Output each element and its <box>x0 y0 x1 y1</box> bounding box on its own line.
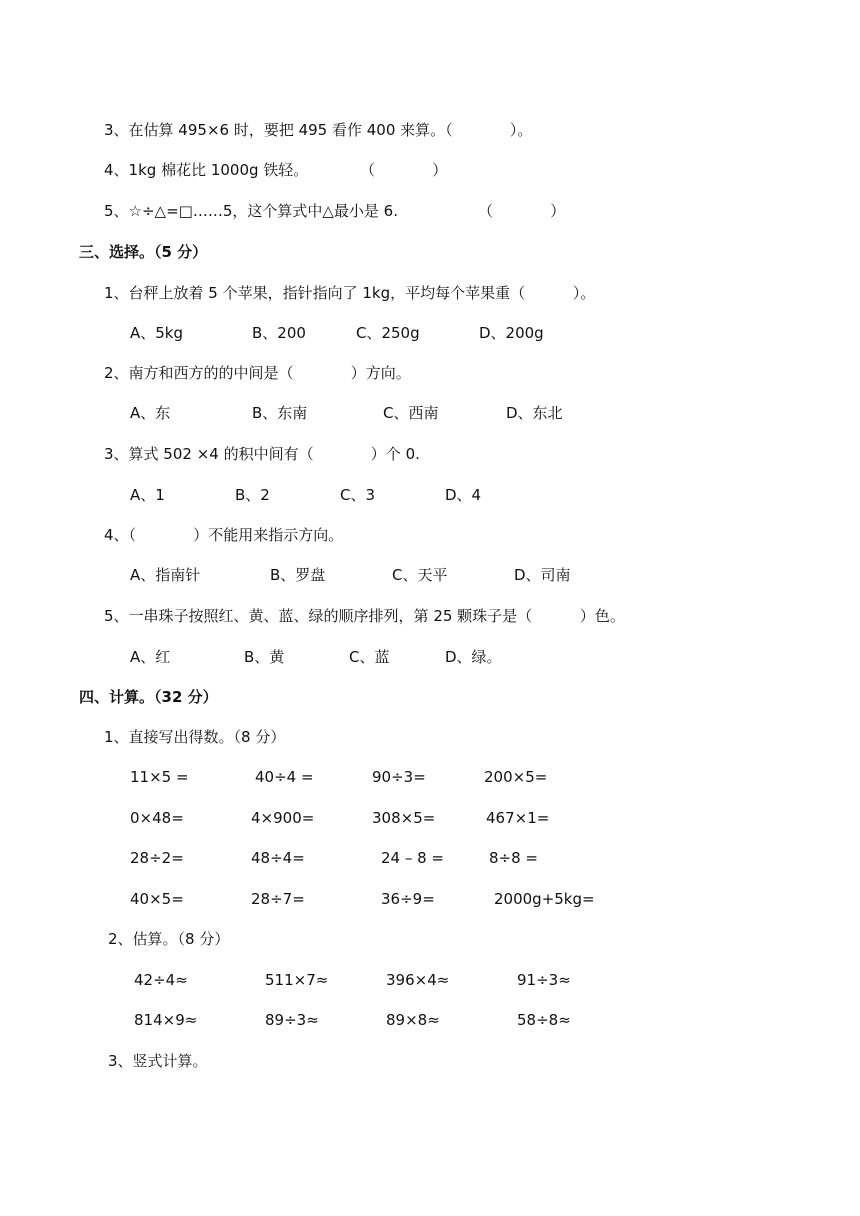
estimate-item: 89×8≈ <box>386 1011 440 1029</box>
choice-option: D、绿。 <box>445 648 502 666</box>
direct-calc-item: 0×48= <box>130 809 184 827</box>
choice-option: D、司南 <box>514 566 571 584</box>
direct-calc-item: 24 – 8 = <box>381 849 445 867</box>
direct-calc-item: 36÷9= <box>381 890 435 908</box>
estimate-title: 2、估算。（8 分） <box>108 930 230 948</box>
direct-calc-item: 11×5 = <box>130 768 189 786</box>
choice-option: B、东南 <box>252 404 308 422</box>
choice-option: B、2 <box>235 486 270 504</box>
choice-option: A、指南针 <box>130 566 201 584</box>
judge-item-5-answer-blank: （ ） <box>478 202 566 220</box>
estimate-item: 89÷3≈ <box>265 1011 319 1029</box>
choice-option: C、250g <box>356 324 420 342</box>
choice-question: 2、南方和西方的的中间是（ ）方向。 <box>104 364 411 382</box>
choice-question: 5、一串珠子按照红、黄、蓝、绿的顺序排列，第 25 颗珠子是（ ）色。 <box>104 607 625 625</box>
vertical-calc-title: 3、竖式计算。 <box>108 1052 208 1070</box>
direct-calc-item: 308×5= <box>372 809 436 827</box>
choice-option: C、3 <box>340 486 376 504</box>
judge-item-3: 3、在估算 495×6 时，要把 495 看作 400 来算。（ ）。 <box>104 121 533 139</box>
choice-question: 3、算式 502 ×4 的积中间有（ ）个 0. <box>104 445 420 463</box>
estimate-item: 58÷8≈ <box>517 1011 571 1029</box>
section-heading-choice: 三、选择。（5 分） <box>79 243 208 261</box>
choice-option: A、1 <box>130 486 165 504</box>
judge-item-4: 4、1kg 棉花比 1000g 铁轻。 <box>104 161 309 179</box>
estimate-item: 511×7≈ <box>265 971 329 989</box>
choice-option: C、西南 <box>383 404 439 422</box>
direct-calc-title: 1、直接写出得数。（8 分） <box>104 728 286 746</box>
direct-calc-item: 8÷8 = <box>489 849 538 867</box>
choice-question: 4、（ ）不能用来指示方向。 <box>104 526 344 544</box>
choice-option: A、5kg <box>130 324 184 342</box>
direct-calc-item: 467×1= <box>486 809 550 827</box>
direct-calc-item: 200×5= <box>484 768 548 786</box>
choice-option: C、蓝 <box>349 648 390 666</box>
estimate-item: 814×9≈ <box>134 1011 198 1029</box>
direct-calc-item: 4×900= <box>251 809 315 827</box>
choice-option: D、东北 <box>506 404 563 422</box>
estimate-item: 42÷4≈ <box>134 971 188 989</box>
judge-item-5: 5、☆÷△=□……5，这个算式中△最小是 6. <box>104 202 398 220</box>
direct-calc-item: 28÷2= <box>130 849 184 867</box>
direct-calc-item: 48÷4= <box>251 849 305 867</box>
direct-calc-item: 40÷4 = <box>255 768 314 786</box>
estimate-item: 91÷3≈ <box>517 971 571 989</box>
judge-item-4-answer-blank: （ ） <box>360 161 448 179</box>
estimate-item: 396×4≈ <box>386 971 450 989</box>
choice-option: B、黄 <box>244 648 285 666</box>
direct-calc-item: 2000g+5kg= <box>494 890 595 908</box>
direct-calc-item: 28÷7= <box>251 890 305 908</box>
choice-option: C、天平 <box>392 566 448 584</box>
choice-option: D、200g <box>479 324 544 342</box>
choice-option: A、红 <box>130 648 171 666</box>
choice-option: A、东 <box>130 404 171 422</box>
choice-option: B、罗盘 <box>270 566 326 584</box>
section-heading-calc: 四、计算。（32 分） <box>79 688 218 706</box>
choice-option: B、200 <box>252 324 306 342</box>
choice-question: 1、台秤上放着 5 个苹果，指针指向了 1kg，平均每个苹果重（ ）。 <box>104 284 596 302</box>
direct-calc-item: 40×5= <box>130 890 184 908</box>
choice-option: D、4 <box>445 486 482 504</box>
direct-calc-item: 90÷3= <box>372 768 426 786</box>
